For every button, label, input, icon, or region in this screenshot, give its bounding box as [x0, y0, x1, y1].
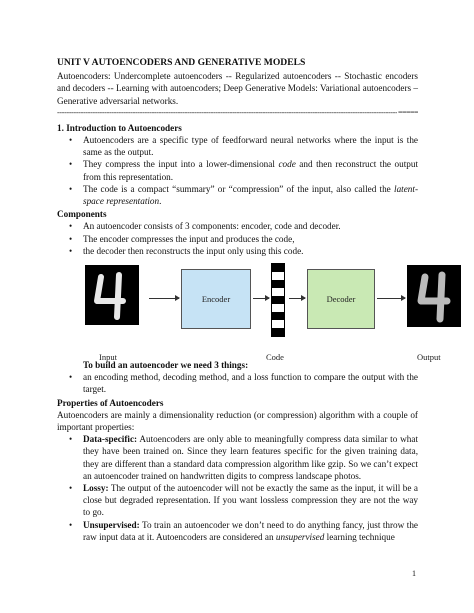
intro-bullet-3-pre: The code is a compact “summary” or “compression” of the input, also called the — [83, 183, 395, 194]
components-bullet-2: • The encoder compresses the input and produces the code, — [57, 233, 418, 245]
separator-end: ===== — [397, 107, 418, 117]
arrow-input-to-encoder — [149, 298, 179, 299]
encoder-label: Encoder — [201, 293, 231, 304]
input-digit-four-icon — [85, 265, 139, 325]
components-bullet-3: • the decoder then reconstructs the input only using this code. — [57, 245, 418, 257]
code-label: Code — [266, 352, 284, 363]
property-lossy — [57, 482, 418, 519]
intro-bullet-1-text: Autoencoders are a specific type of feedforward neural networks where the input is the same as the output. — [83, 135, 418, 158]
separator-dashes: ------------------------------------------------------------------------------------------------------------------------------------------------ — [57, 107, 398, 117]
code-cell — [272, 288, 284, 296]
unit-syllabus: Autoencoders: Undercomplete autoencoders -- Regularized autoencoders -- Stochastic encoders and decoders -- Learning with autoencoders; Deep Generative Models: Variational autoencoders – Generative adversarial networks. — [57, 71, 418, 106]
code-cell — [272, 320, 284, 328]
code-cell — [272, 312, 284, 320]
property-term: Unsupervised: — [83, 519, 140, 530]
arrow-code-to-decoder — [289, 298, 305, 299]
encoder-box — [181, 269, 251, 329]
build-heading: To build an autoencoder we need 3 things: — [83, 360, 249, 371]
property-text: The output of the autoencoder will not be exactly the same as the input, it will be a close but degraded representation. If you want lossless compression they are not the way to go. — [83, 483, 418, 518]
output-digit-image — [407, 265, 461, 327]
decoder-label: Decoder — [326, 293, 356, 304]
unit-title: UNIT V AUTOENCODERS AND GENERATIVE MODELS — [57, 57, 306, 68]
code-vector — [271, 263, 285, 337]
section-heading-components: Components — [57, 209, 107, 220]
property-term: Lossy: — [83, 483, 109, 494]
code-cell — [272, 272, 284, 280]
code-cell — [272, 304, 284, 312]
property-text: Autoencoders are only able to meaningfully compress data similar to what they have been trained on. Since they learn features specific for the given training data, they are different than a standard data compression algorithm like gzip. So we can’t expect an autoencoder trained on handwritten digits to compress landscape photos. — [83, 434, 418, 481]
intro-bullet-2-post: and then reconstruct the output from this representation. — [83, 159, 419, 182]
intro-bullet-3-em: latent-space representation — [83, 183, 418, 207]
arrow-decoder-to-output — [377, 298, 405, 299]
code-cell — [272, 264, 284, 272]
section-heading-intro: 1. Introduction to Autoencoders — [57, 122, 182, 133]
intro-bullet-list — [57, 134, 418, 207]
intro-bullet-2-em: code — [278, 159, 296, 170]
decoder-box — [307, 269, 375, 329]
section-heading-properties: Properties of Autoencoders — [57, 397, 164, 408]
input-label: Input — [99, 352, 117, 363]
property-text: To train an autoencoder we don’t need to do anything fancy, just throw the raw input data at it. Autoencoders are considered an — [83, 519, 418, 542]
code-cell — [272, 280, 284, 288]
code-cell — [272, 328, 284, 336]
property-unsupervised — [57, 519, 418, 543]
output-label: Output — [417, 352, 441, 363]
intro-bullet-3-post: . — [159, 196, 162, 207]
properties-list — [57, 433, 418, 543]
intro-bullet-2 — [57, 158, 418, 182]
code-cell — [272, 296, 284, 304]
arrow-encoder-to-code — [253, 298, 269, 299]
separator-rule — [57, 108, 418, 119]
components-bullet-1: • An autoencoder consists of 3 components: encoder, code and decoder. — [57, 220, 418, 232]
components-bullet-list — [57, 220, 418, 257]
properties-intro: Autoencoders are mainly a dimensionality reduction (or compression) algorithm with a couple of important properties: — [57, 409, 418, 433]
input-digit-image — [85, 265, 139, 325]
property-em: unsupervised — [275, 531, 325, 542]
intro-bullet-3 — [57, 183, 418, 207]
page-number: 1 — [412, 569, 416, 578]
autoencoder-diagram — [57, 265, 441, 363]
intro-bullet-1 — [57, 134, 418, 158]
output-digit-four-icon — [407, 265, 461, 327]
build-bullet-1: • an encoding method, decoding method, and a loss function to compare the output with the target. — [57, 371, 418, 395]
property-post: learning technique — [324, 531, 395, 542]
property-term: Data-specific: — [83, 434, 138, 445]
build-bullet-list — [57, 371, 418, 395]
property-data-specific — [57, 433, 418, 482]
intro-bullet-2-pre: They compress the input into a lower-dimensional — [83, 159, 279, 170]
